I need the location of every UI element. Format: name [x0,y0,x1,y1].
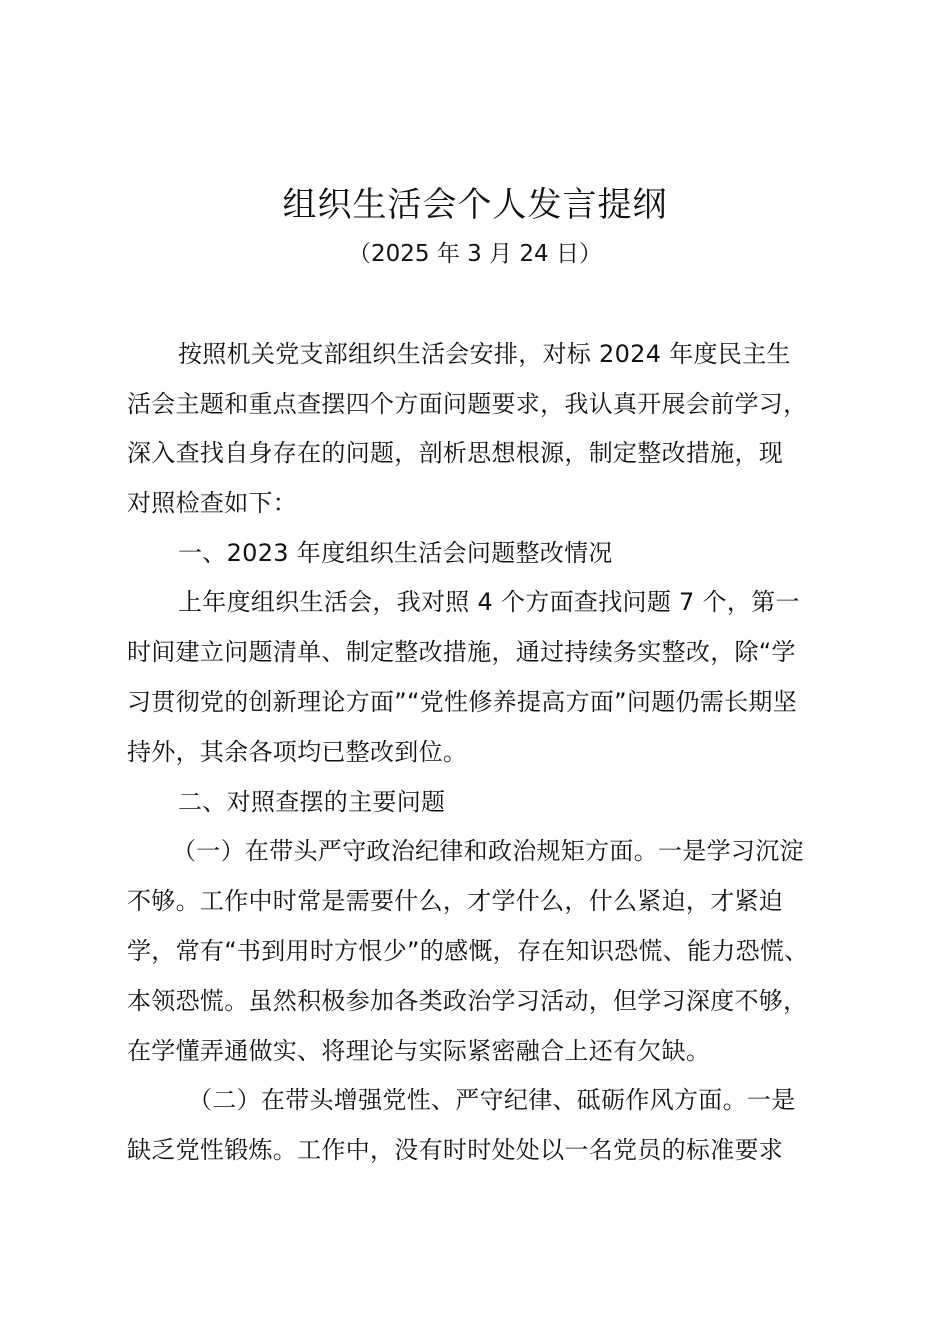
paragraph-line: 缺乏党性锻炼。工作中，没有时时处处以一名党员的标准要求 [127,1136,784,1164]
document-date: （2025 年 3 月 24 日） [348,241,602,267]
paragraph-line: （一）在带头严守政治纪律和政治规矩方面。一是学习沉淀 [172,837,804,865]
paragraph-line: 习贯彻党的创新理论方面”“党性修养提高方面”问题仍需长期坚 [127,688,797,716]
paragraph-line: （二）在带头增强党性、严守纪律、砥砺作风方面。一是 [188,1086,796,1114]
paragraph-line: 活会主题和重点查摆四个方面问题要求，我认真开展会前学习， [127,390,808,418]
paragraph-line: 深入查找自身存在的问题，剖析思想根源，制定整改措施，现 [127,439,784,467]
paragraph-line: 不够。工作中时常是需要什么，才学什么，什么紧迫，才紧迫 [127,887,784,915]
paragraph-line: 在学懂弄通做实、将理论与实际紧密融合上还有欠缺。 [127,1037,711,1065]
section-heading: 一、2023 年度组织生活会问题整改情况 [178,539,613,567]
paragraph-line: 本领恐慌。虽然积极参加各类政治学习活动，但学习深度不够， [127,987,808,1015]
paragraph-line: 对照检查如下： [127,489,298,517]
document-title: 组织生活会个人发言提纲 [282,185,668,225]
paragraph-line: 按照机关党支部组织生活会安排，对标 2024 年度民主生 [178,340,791,368]
paragraph-line: 学，常有“书到用时方恨少”的感慨，存在知识恐慌、能力恐慌、 [127,937,809,965]
section-heading: 二、对照查摆的主要问题 [178,788,446,816]
paragraph-line: 上年度组织生活会，我对照 4 个方面查找问题 7 个，第一 [178,588,800,616]
paragraph-line: 持外，其余各项均已整改到位。 [127,738,468,766]
paragraph-line: 时间建立问题清单、制定整改措施，通过持续务实整改，除“学 [127,638,796,666]
